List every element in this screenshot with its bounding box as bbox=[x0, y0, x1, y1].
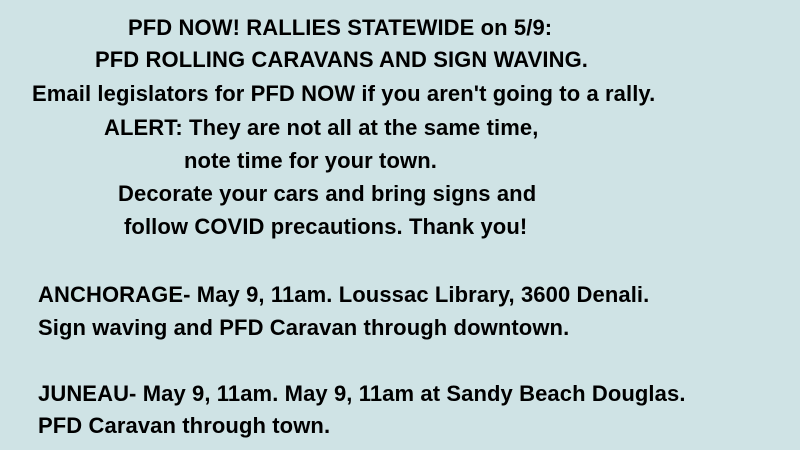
alert-line: ALERT: They are not all at the same time, bbox=[104, 115, 539, 140]
anchorage-event-line: ANCHORAGE- May 9, 11am. Loussac Library, 3600 Denali. bbox=[38, 282, 650, 307]
juneau-detail-line: PFD Caravan through town. bbox=[38, 413, 331, 438]
decorate-line: Decorate your cars and bring signs and bbox=[118, 181, 537, 206]
precautions-line: follow COVID precautions. Thank you! bbox=[124, 214, 528, 239]
alert-note-line: note time for your town. bbox=[184, 148, 437, 173]
anchorage-detail-line: Sign waving and PFD Caravan through downtown. bbox=[38, 315, 570, 340]
headline-line-1: PFD NOW! RALLIES STATEWIDE on 5/9: bbox=[128, 15, 553, 40]
juneau-event-line: JUNEAU- May 9, 11am. May 9, 11am at Sandy Beach Douglas. bbox=[38, 381, 686, 406]
email-legislators-line: Email legislators for PFD NOW if you aren't going to a rally. bbox=[32, 81, 656, 106]
headline-line-2: PFD ROLLING CARAVANS AND SIGN WAVING. bbox=[95, 47, 588, 72]
